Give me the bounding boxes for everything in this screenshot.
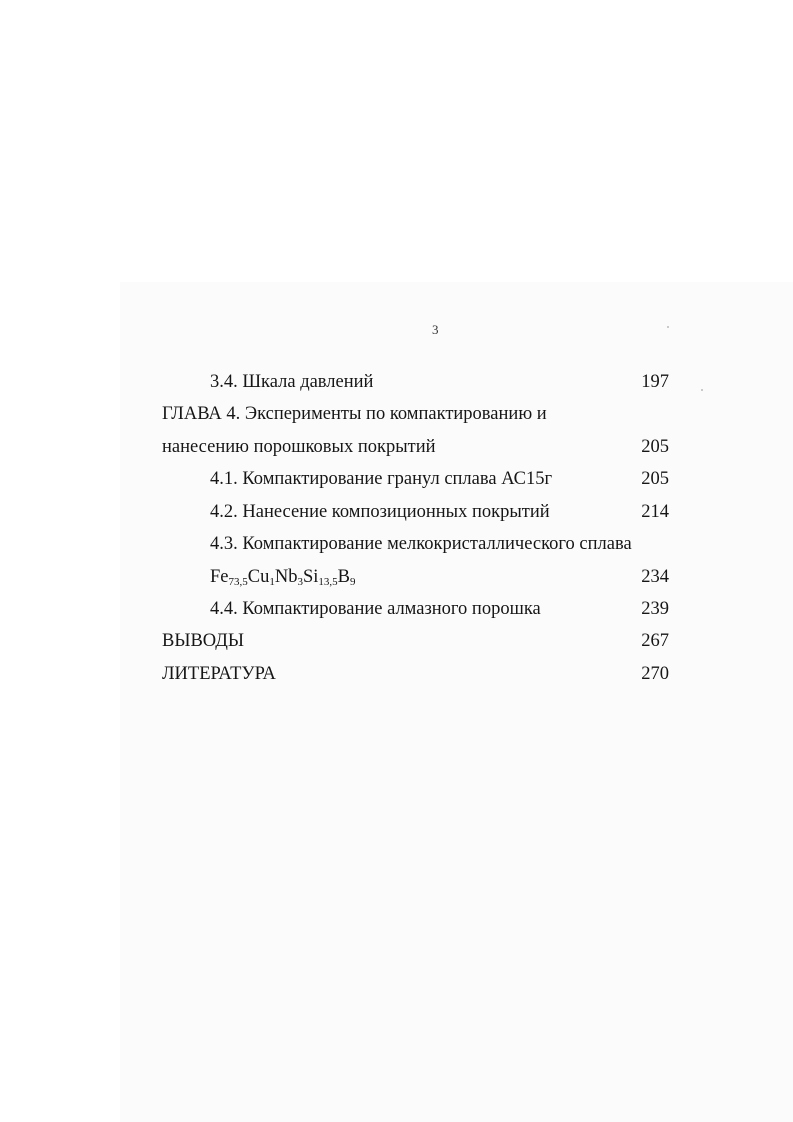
toc-entry-page: 214 — [641, 502, 669, 522]
toc-entry-title: ВЫВОДЫ — [162, 631, 245, 651]
scan-speck — [701, 389, 703, 391]
toc-entry-4-3-line-2 — [0, 564, 793, 590]
toc-entry-page: 267 — [641, 631, 669, 651]
toc-entry-title: ЛИТЕРАТУРА — [162, 664, 276, 684]
toc-entry-literature — [0, 661, 793, 687]
scan-speck — [667, 326, 669, 328]
page-number: 3 — [432, 322, 439, 337]
toc-entry-4-3-line-1 — [0, 531, 793, 557]
toc-entry-title: 4.2. Нанесение композиционных покрытий — [210, 502, 550, 522]
toc-entry-4-2 — [0, 499, 793, 525]
toc-entry-4-4 — [0, 596, 793, 622]
toc-entry-page: 197 — [641, 372, 669, 392]
toc-entry-page: 205 — [641, 469, 669, 489]
toc-entry-title: нанесению порошковых покрытий — [162, 437, 436, 457]
toc-entry-page: 234 — [641, 567, 669, 587]
toc-entry-chapter-4-line-1 — [0, 401, 793, 427]
toc-entry-3-4 — [0, 369, 793, 395]
toc-entry-title: 4.1. Компактирование гранул сплава АС15г — [210, 469, 553, 489]
toc-entry-page: 205 — [641, 437, 669, 457]
alloy-formula: $Fe_{73,5}Cu_1Nb_3Si_{13,5}B_9$ — [210, 567, 356, 588]
toc-entry-page: 270 — [641, 664, 669, 684]
toc-entry-4-1 — [0, 466, 793, 492]
toc-entry-title: 4.4. Компактирование алмазного порошка — [210, 599, 541, 619]
toc-entry-title: 4.3. Компактирование мелкокристаллического сплава — [210, 534, 632, 554]
toc-entry-page: 239 — [641, 599, 669, 619]
toc-entry-title: ГЛАВА 4. Эксперименты по компактированию и — [162, 404, 547, 424]
toc-entry-chapter-4-line-2 — [0, 434, 793, 460]
toc-entry-conclusions — [0, 628, 793, 654]
toc-entry-title: 3.4. Шкала давлений — [210, 372, 374, 392]
